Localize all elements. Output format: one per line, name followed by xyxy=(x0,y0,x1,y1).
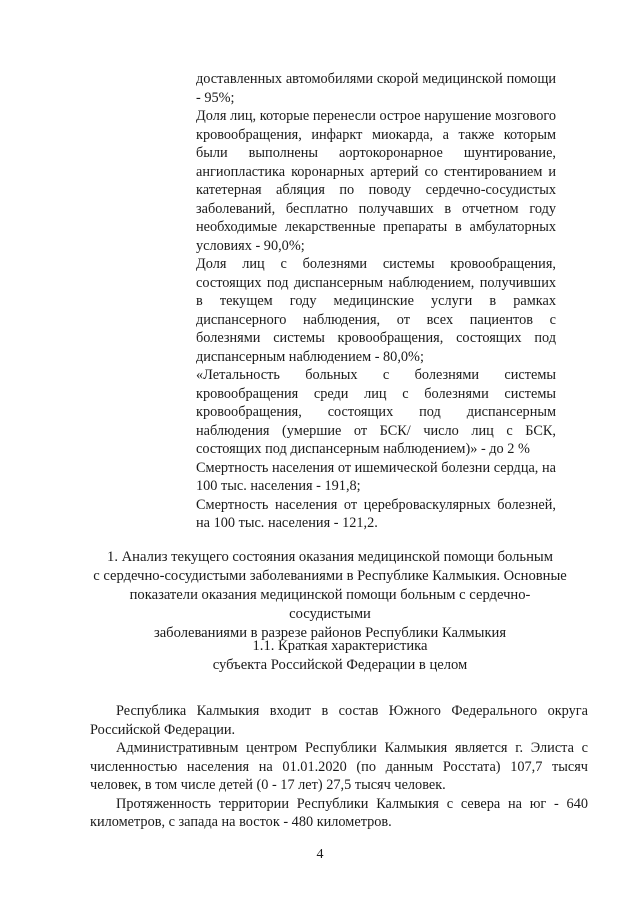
body-text xyxy=(90,702,588,832)
body-paragraph: Административным центром Республики Калмыкия является г. Элиста с численностью населения на 01.01.2020 (по данным Росстата) 107,7 тысяч человек, в том числе детей (0 - 17 лет) 27,5 тысяч человек. xyxy=(90,740,588,793)
subsection-heading xyxy=(150,637,530,675)
body-paragraph: Протяженность территории Республики Калмыкия с севера на юг - 640 километров, с запада на восток - 480 километров. xyxy=(90,795,588,830)
section-heading-line: заболеваниями в разрезе районов Республики Калмыкия xyxy=(153,625,507,641)
body-paragraph: Республика Калмыкия входит в состав Южного Федерального округа Российской Федерации. xyxy=(90,703,588,738)
indicator-item: Смертность населения от цереброваскулярных болезней, на 100 тыс. населения - 121,2. xyxy=(196,496,556,531)
section-heading xyxy=(90,548,570,643)
indicator-item: Доля лиц, которые перенесли острое нарушение мозгового кровообращения, инфаркт миокарда, а также которым были выполнены аортокоронарное шунтирование, ангиопластика коронарных артерий со стентированием и катетерная абляция по поводу сердечно-сосудистых заболеваний, бесплатно получавших в отчетном году необходимые лекарственные препараты в амбулаторных условиях - 90,0%; xyxy=(196,108,556,254)
indicator-item: «Летальность больных с болезнями системы кровообращения среди лиц с болезнями системы кровообращения, состоящих под диспансерным наблюдения (умершие от БСК/ число лиц с БСК, состоящих под диспансерным наблюдением)» - до 2 % xyxy=(196,367,556,457)
indicators-column xyxy=(196,70,556,533)
subsection-heading-line: 1.1. Краткая характеристика xyxy=(252,638,428,654)
section-heading-line: показатели оказания медицинской помощи больным с сердечно-сосудистыми xyxy=(129,587,531,622)
indicator-item: Доля лиц с болезнями системы кровообращения, состоящих под диспансерным наблюдением, получивших в текущем году медицинские услуги в рамках диспансерного наблюдения, от всех пациентов с болезнями системы кровообращения, состоящих под диспансерным наблюдением - 80,0%; xyxy=(196,256,556,365)
subsection-heading-line: субъекта Российской Федерации в целом xyxy=(212,657,468,673)
page-number: 4 xyxy=(316,847,324,862)
indicator-item: Смертность населения от ишемической болезни сердца, на 100 тыс. населения - 191,8; xyxy=(196,459,556,494)
section-heading-line: с сердечно-сосудистыми заболеваниями в Республике Калмыкия. Основные xyxy=(93,568,567,584)
indicator-item: доставленных автомобилями скорой медицинской помощи - 95%; xyxy=(196,71,556,106)
section-heading-line: 1. Анализ текущего состояния оказания медицинской помощи больным xyxy=(107,549,553,565)
